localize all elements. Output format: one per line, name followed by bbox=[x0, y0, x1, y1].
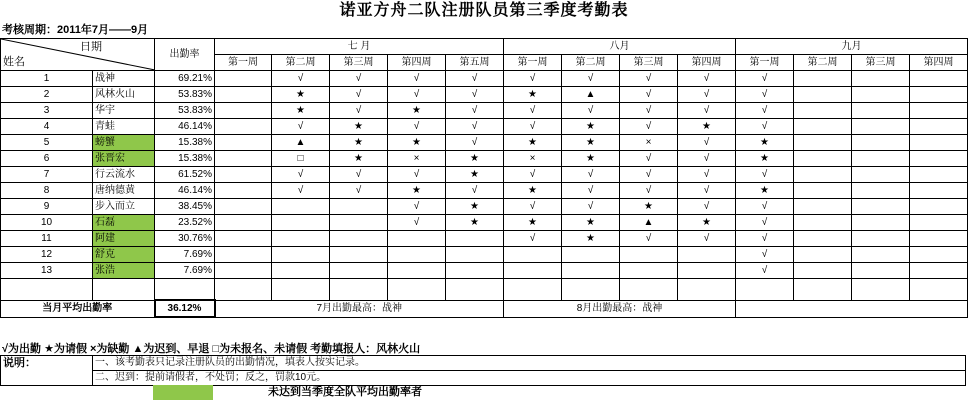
attendance-mark: √ bbox=[620, 87, 678, 103]
row-number: 12 bbox=[1, 247, 93, 263]
attendance-mark: √ bbox=[678, 199, 736, 215]
attendance-mark: ★ bbox=[736, 183, 794, 199]
attendance-mark bbox=[852, 231, 910, 247]
attendance-mark bbox=[794, 71, 852, 87]
week-header: 第一周 bbox=[215, 55, 272, 71]
date-label: 日期 bbox=[80, 41, 102, 53]
week-header: 第四周 bbox=[678, 55, 736, 71]
summary-row bbox=[1, 300, 968, 317]
member-row bbox=[1, 247, 968, 263]
row-number: 2 bbox=[1, 87, 93, 103]
attendance-mark: ★ bbox=[504, 183, 562, 199]
attendance-mark: √ bbox=[504, 167, 562, 183]
attendance-mark: ★ bbox=[388, 135, 446, 151]
attendance-mark: √ bbox=[678, 135, 736, 151]
member-name: 石磊 bbox=[93, 215, 155, 231]
empty-cell bbox=[155, 279, 215, 301]
attendance-mark: √ bbox=[504, 119, 562, 135]
attendance-rate: 69.21% bbox=[155, 71, 215, 87]
attendance-mark: ★ bbox=[446, 167, 504, 183]
empty-cell bbox=[620, 279, 678, 301]
attendance-mark: ★ bbox=[388, 103, 446, 119]
july-max: 7月出勤最高：战神 bbox=[215, 300, 504, 317]
week-header: 第四周 bbox=[388, 55, 446, 71]
attendance-mark bbox=[852, 247, 910, 263]
attendance-mark bbox=[272, 215, 330, 231]
rate-header: 出勤率 bbox=[155, 39, 215, 71]
week-header: 第三周 bbox=[620, 55, 678, 71]
attendance-mark: √ bbox=[272, 71, 330, 87]
attendance-mark: √ bbox=[388, 87, 446, 103]
attendance-mark: ★ bbox=[330, 151, 388, 167]
attendance-mark bbox=[794, 183, 852, 199]
member-name: 行云流水 bbox=[93, 167, 155, 183]
attendance-mark bbox=[446, 247, 504, 263]
attendance-mark bbox=[678, 263, 736, 279]
attendance-mark: ★ bbox=[678, 215, 736, 231]
member-name: 青蛙 bbox=[93, 119, 155, 135]
empty-cell bbox=[272, 279, 330, 301]
attendance-mark: ★ bbox=[504, 135, 562, 151]
row-number: 10 bbox=[1, 215, 93, 231]
member-row bbox=[1, 167, 968, 183]
attendance-mark: √ bbox=[330, 183, 388, 199]
member-row bbox=[1, 263, 968, 279]
attendance-mark bbox=[215, 263, 272, 279]
attendance-mark bbox=[910, 151, 968, 167]
notes-line-1: 一、该考勤表只记录注册队员的出勤情况，填表人按实记录。 bbox=[93, 356, 966, 371]
attendance-mark: √ bbox=[272, 119, 330, 135]
month-august: 八月 bbox=[504, 39, 736, 55]
attendance-mark: √ bbox=[504, 103, 562, 119]
attendance-mark bbox=[678, 247, 736, 263]
empty-cell bbox=[388, 279, 446, 301]
attendance-mark: × bbox=[620, 135, 678, 151]
attendance-mark bbox=[620, 247, 678, 263]
attendance-mark bbox=[215, 183, 272, 199]
period-label: 考核周期：2011年7月——9月 bbox=[2, 24, 149, 36]
attendance-mark bbox=[910, 167, 968, 183]
attendance-mark bbox=[910, 231, 968, 247]
member-name: 阿建 bbox=[93, 231, 155, 247]
notes-table bbox=[0, 355, 966, 386]
week-header: 第二周 bbox=[272, 55, 330, 71]
attendance-mark bbox=[852, 151, 910, 167]
row-number: 1 bbox=[1, 71, 93, 87]
member-name: 华宇 bbox=[93, 103, 155, 119]
attendance-rate: 46.14% bbox=[155, 183, 215, 199]
attendance-mark bbox=[504, 263, 562, 279]
member-name: 唐纳德黄 bbox=[93, 183, 155, 199]
week-header: 第四周 bbox=[910, 55, 968, 71]
attendance-mark: √ bbox=[620, 231, 678, 247]
attendance-mark: √ bbox=[678, 87, 736, 103]
attendance-mark bbox=[852, 183, 910, 199]
empty-cell bbox=[678, 279, 736, 301]
attendance-mark bbox=[330, 215, 388, 231]
attendance-mark: √ bbox=[736, 167, 794, 183]
attendance-mark bbox=[910, 87, 968, 103]
empty-cell bbox=[504, 279, 562, 301]
attendance-mark bbox=[794, 103, 852, 119]
average-value: 36.12% bbox=[155, 300, 215, 317]
attendance-mark bbox=[852, 135, 910, 151]
member-row bbox=[1, 71, 968, 87]
empty-cell bbox=[736, 279, 794, 301]
notes-label: 说明： bbox=[1, 356, 93, 386]
attendance-mark: √ bbox=[562, 183, 620, 199]
member-row bbox=[1, 199, 968, 215]
attendance-mark bbox=[215, 119, 272, 135]
attendance-mark: ★ bbox=[736, 151, 794, 167]
attendance-mark: ★ bbox=[562, 119, 620, 135]
attendance-mark: ★ bbox=[272, 103, 330, 119]
attendance-mark bbox=[910, 215, 968, 231]
row-number: 13 bbox=[1, 263, 93, 279]
attendance-mark: □ bbox=[272, 151, 330, 167]
attendance-mark bbox=[388, 263, 446, 279]
name-label: 姓名 bbox=[3, 56, 25, 68]
attendance-mark: ★ bbox=[388, 183, 446, 199]
attendance-mark: √ bbox=[388, 167, 446, 183]
attendance-rate: 38.45% bbox=[155, 199, 215, 215]
attendance-mark: ★ bbox=[330, 119, 388, 135]
attendance-mark bbox=[852, 167, 910, 183]
attendance-mark bbox=[852, 103, 910, 119]
attendance-rate: 7.69% bbox=[155, 263, 215, 279]
attendance-rate: 23.52% bbox=[155, 215, 215, 231]
attendance-mark bbox=[215, 103, 272, 119]
attendance-rate: 61.52% bbox=[155, 167, 215, 183]
empty-cell bbox=[1, 279, 93, 301]
attendance-mark: ★ bbox=[620, 199, 678, 215]
attendance-mark: √ bbox=[446, 183, 504, 199]
attendance-mark bbox=[794, 231, 852, 247]
member-row bbox=[1, 87, 968, 103]
row-number: 5 bbox=[1, 135, 93, 151]
attendance-mark bbox=[330, 231, 388, 247]
attendance-mark: ▲ bbox=[272, 135, 330, 151]
attendance-mark bbox=[794, 151, 852, 167]
row-number: 7 bbox=[1, 167, 93, 183]
attendance-mark bbox=[852, 263, 910, 279]
attendance-mark bbox=[562, 247, 620, 263]
attendance-mark bbox=[272, 247, 330, 263]
attendance-mark: √ bbox=[562, 103, 620, 119]
attendance-mark: ★ bbox=[562, 151, 620, 167]
attendance-mark: √ bbox=[330, 71, 388, 87]
attendance-mark: ★ bbox=[446, 199, 504, 215]
member-row bbox=[1, 231, 968, 247]
legend: √为出勤 ★为请假 ×为缺勤 ▲为迟到、早退 □为未报名、未请假 考勤填报人：风林火山 bbox=[2, 343, 421, 355]
attendance-mark: √ bbox=[736, 247, 794, 263]
attendance-mark bbox=[910, 71, 968, 87]
attendance-mark bbox=[272, 231, 330, 247]
attendance-mark bbox=[794, 135, 852, 151]
attendance-mark bbox=[504, 247, 562, 263]
attendance-mark: √ bbox=[678, 151, 736, 167]
attendance-mark: √ bbox=[620, 71, 678, 87]
date-name-header bbox=[1, 39, 155, 71]
week-header: 第三周 bbox=[330, 55, 388, 71]
attendance-mark bbox=[215, 151, 272, 167]
empty-cell bbox=[215, 279, 272, 301]
attendance-mark bbox=[388, 231, 446, 247]
week-header: 第五周 bbox=[446, 55, 504, 71]
attendance-mark bbox=[794, 119, 852, 135]
attendance-mark bbox=[852, 215, 910, 231]
member-name: 张晋宏 bbox=[93, 151, 155, 167]
attendance-mark: √ bbox=[388, 215, 446, 231]
attendance-mark: √ bbox=[446, 71, 504, 87]
attendance-mark: √ bbox=[678, 103, 736, 119]
footer-note: 未达到当季度全队平均出勤率者 bbox=[268, 386, 422, 398]
attendance-rate: 15.38% bbox=[155, 151, 215, 167]
attendance-mark: × bbox=[388, 151, 446, 167]
attendance-mark bbox=[446, 231, 504, 247]
attendance-rate: 7.69% bbox=[155, 247, 215, 263]
attendance-mark: ★ bbox=[562, 135, 620, 151]
attendance-mark bbox=[620, 263, 678, 279]
attendance-mark: ★ bbox=[562, 231, 620, 247]
attendance-mark: √ bbox=[736, 71, 794, 87]
attendance-mark: ★ bbox=[446, 151, 504, 167]
empty-cell bbox=[330, 279, 388, 301]
member-name: 张浩 bbox=[93, 263, 155, 279]
attendance-mark: √ bbox=[330, 167, 388, 183]
member-name: 舒克 bbox=[93, 247, 155, 263]
attendance-mark: ▲ bbox=[562, 87, 620, 103]
attendance-mark bbox=[910, 199, 968, 215]
row-number: 9 bbox=[1, 199, 93, 215]
attendance-mark: √ bbox=[446, 103, 504, 119]
attendance-mark bbox=[562, 263, 620, 279]
attendance-mark: ★ bbox=[330, 135, 388, 151]
attendance-mark: √ bbox=[736, 199, 794, 215]
attendance-mark: √ bbox=[736, 87, 794, 103]
attendance-mark bbox=[215, 87, 272, 103]
attendance-mark: √ bbox=[388, 199, 446, 215]
empty-cell bbox=[446, 279, 504, 301]
attendance-mark: √ bbox=[504, 231, 562, 247]
attendance-mark bbox=[215, 167, 272, 183]
august-max: 8月出勤最高：战神 bbox=[504, 300, 736, 317]
attendance-mark bbox=[794, 167, 852, 183]
row-number: 3 bbox=[1, 103, 93, 119]
attendance-mark: ▲ bbox=[620, 215, 678, 231]
attendance-mark: √ bbox=[504, 199, 562, 215]
attendance-mark bbox=[910, 135, 968, 151]
empty-cell bbox=[852, 279, 910, 301]
attendance-mark bbox=[852, 71, 910, 87]
attendance-mark: √ bbox=[678, 183, 736, 199]
attendance-mark: √ bbox=[446, 135, 504, 151]
attendance-mark: √ bbox=[446, 87, 504, 103]
member-name: 风林火山 bbox=[93, 87, 155, 103]
row-number: 4 bbox=[1, 119, 93, 135]
week-header: 第一周 bbox=[736, 55, 794, 71]
attendance-mark: √ bbox=[736, 215, 794, 231]
attendance-rate: 15.38% bbox=[155, 135, 215, 151]
row-number: 8 bbox=[1, 183, 93, 199]
sheet-title: 诺亚方舟二队注册队员第三季度考勤表 bbox=[339, 2, 629, 19]
attendance-mark: √ bbox=[678, 231, 736, 247]
attendance-mark: √ bbox=[388, 119, 446, 135]
attendance-mark: ★ bbox=[446, 215, 504, 231]
september-max bbox=[736, 300, 968, 317]
member-row bbox=[1, 151, 968, 167]
attendance-mark bbox=[910, 263, 968, 279]
member-row bbox=[1, 215, 968, 231]
week-header: 第二周 bbox=[562, 55, 620, 71]
attendance-mark bbox=[794, 199, 852, 215]
attendance-mark: √ bbox=[678, 71, 736, 87]
attendance-mark: ★ bbox=[678, 119, 736, 135]
empty-cell bbox=[562, 279, 620, 301]
attendance-mark: √ bbox=[736, 103, 794, 119]
attendance-mark bbox=[852, 199, 910, 215]
attendance-mark: ★ bbox=[562, 215, 620, 231]
attendance-rate: 53.83% bbox=[155, 103, 215, 119]
attendance-mark: √ bbox=[562, 71, 620, 87]
attendance-mark: √ bbox=[388, 71, 446, 87]
week-header: 第二周 bbox=[794, 55, 852, 71]
empty-cell bbox=[93, 279, 155, 301]
empty-cell bbox=[794, 279, 852, 301]
attendance-mark bbox=[794, 87, 852, 103]
member-row bbox=[1, 135, 968, 151]
attendance-rate: 53.83% bbox=[155, 87, 215, 103]
attendance-table bbox=[0, 38, 968, 318]
attendance-mark: √ bbox=[330, 87, 388, 103]
attendance-mark: √ bbox=[272, 167, 330, 183]
attendance-mark: √ bbox=[736, 119, 794, 135]
week-header: 第一周 bbox=[504, 55, 562, 71]
attendance-mark bbox=[910, 103, 968, 119]
row-number: 6 bbox=[1, 151, 93, 167]
attendance-mark: √ bbox=[736, 263, 794, 279]
attendance-mark bbox=[215, 135, 272, 151]
attendance-mark bbox=[272, 199, 330, 215]
attendance-mark: × bbox=[504, 151, 562, 167]
attendance-mark bbox=[330, 263, 388, 279]
attendance-mark bbox=[330, 247, 388, 263]
footer-row bbox=[0, 385, 968, 401]
attendance-mark bbox=[910, 119, 968, 135]
attendance-mark bbox=[794, 215, 852, 231]
month-july: 七 月 bbox=[215, 39, 504, 55]
attendance-mark bbox=[446, 263, 504, 279]
attendance-mark: √ bbox=[678, 167, 736, 183]
attendance-mark: √ bbox=[562, 199, 620, 215]
green-legend-swatch bbox=[153, 385, 213, 400]
attendance-mark bbox=[794, 263, 852, 279]
attendance-mark: √ bbox=[736, 231, 794, 247]
attendance-mark: √ bbox=[272, 183, 330, 199]
week-header: 第三周 bbox=[852, 55, 910, 71]
member-name: 螃蟹 bbox=[93, 135, 155, 151]
attendance-mark: √ bbox=[504, 71, 562, 87]
member-name: 步入而立 bbox=[93, 199, 155, 215]
attendance-mark bbox=[215, 71, 272, 87]
member-row bbox=[1, 103, 968, 119]
attendance-mark: √ bbox=[620, 119, 678, 135]
attendance-mark: √ bbox=[620, 183, 678, 199]
attendance-mark: ★ bbox=[504, 87, 562, 103]
month-september: 九月 bbox=[736, 39, 968, 55]
attendance-rate: 46.14% bbox=[155, 119, 215, 135]
attendance-mark: √ bbox=[620, 167, 678, 183]
member-row bbox=[1, 119, 968, 135]
attendance-mark bbox=[388, 247, 446, 263]
attendance-mark: √ bbox=[330, 103, 388, 119]
attendance-mark: ★ bbox=[736, 135, 794, 151]
attendance-mark: √ bbox=[562, 167, 620, 183]
attendance-mark bbox=[215, 231, 272, 247]
attendance-mark: ★ bbox=[504, 215, 562, 231]
notes-line-2: 二、迟到：提前请假者，不处罚；反之，罚款10元。 bbox=[93, 371, 966, 386]
empty-cell bbox=[910, 279, 968, 301]
attendance-mark bbox=[910, 183, 968, 199]
attendance-mark bbox=[215, 199, 272, 215]
attendance-rate: 30.76% bbox=[155, 231, 215, 247]
attendance-mark bbox=[794, 247, 852, 263]
attendance-mark bbox=[910, 247, 968, 263]
attendance-mark bbox=[215, 215, 272, 231]
spacer-row bbox=[1, 279, 968, 301]
attendance-mark bbox=[215, 247, 272, 263]
member-row bbox=[1, 183, 968, 199]
attendance-mark: ★ bbox=[272, 87, 330, 103]
average-label: 当月平均出勤率 bbox=[1, 300, 155, 317]
attendance-mark: √ bbox=[620, 103, 678, 119]
member-name: 战神 bbox=[93, 71, 155, 87]
attendance-mark bbox=[852, 87, 910, 103]
attendance-mark bbox=[852, 119, 910, 135]
row-number: 11 bbox=[1, 231, 93, 247]
attendance-mark bbox=[330, 199, 388, 215]
attendance-mark: √ bbox=[620, 151, 678, 167]
attendance-mark: √ bbox=[446, 119, 504, 135]
attendance-mark bbox=[272, 263, 330, 279]
